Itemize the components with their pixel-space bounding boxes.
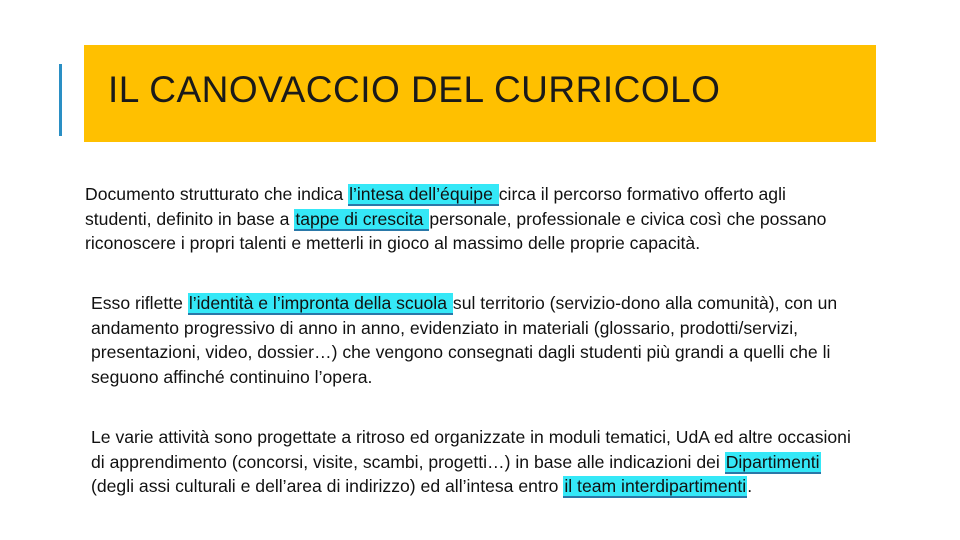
- highlighted-phrase: Dipartimenti: [725, 451, 820, 472]
- paragraph-text: Le varie attività sono progettate a ritroso ed organizzate in moduli tematici, UdA ed altre occasioni di apprendimento (concorsi, visite, scambi, progetti…) in base alle indicazioni dei: [91, 427, 851, 472]
- paragraph-text: Documento strutturato che indica: [85, 184, 349, 204]
- paragraph-text: personale, professionale e civica così che possano riconoscere i propri talenti e metterli in gioco al massimo delle proprie capacità.: [85, 208, 827, 253]
- title-accent-line: [59, 64, 62, 136]
- highlighted-phrase: tappe di crescita: [295, 208, 429, 229]
- paragraph-text: (degli assi culturali e dell’area di indirizzo) ed all’intesa entro: [91, 476, 564, 496]
- paragraph-activities: [91, 425, 851, 499]
- slide-title: IL CANOVACCIO DEL CURRICOLO: [108, 69, 721, 110]
- paragraph-definition: [85, 182, 830, 256]
- paragraph-text: Esso riflette: [91, 293, 188, 313]
- paragraph-text: sul territorio (servizio-dono alla comunità), con un andamento progressivo di anno in anno, evidenziato in materiali (glossario, prodotti/servizi, presentazioni, video, dossier…) che vengono consegnati dagli studenti più grandi a quelli che li seguono affinché continuino l’opera.: [91, 293, 838, 387]
- title-banner: [84, 45, 876, 142]
- highlighted-phrase: l’intesa dell’équipe: [349, 184, 498, 204]
- highlighted-phrase: il team interdipartimenti: [564, 476, 747, 496]
- paragraph-text: circa il percorso formativo offerto agli studenti, definito in base a: [85, 184, 786, 229]
- highlighted-phrase: l’identità e l’impronta della scuola: [188, 293, 452, 313]
- paragraph-identity: [91, 291, 851, 389]
- paragraph-text: .: [747, 476, 753, 496]
